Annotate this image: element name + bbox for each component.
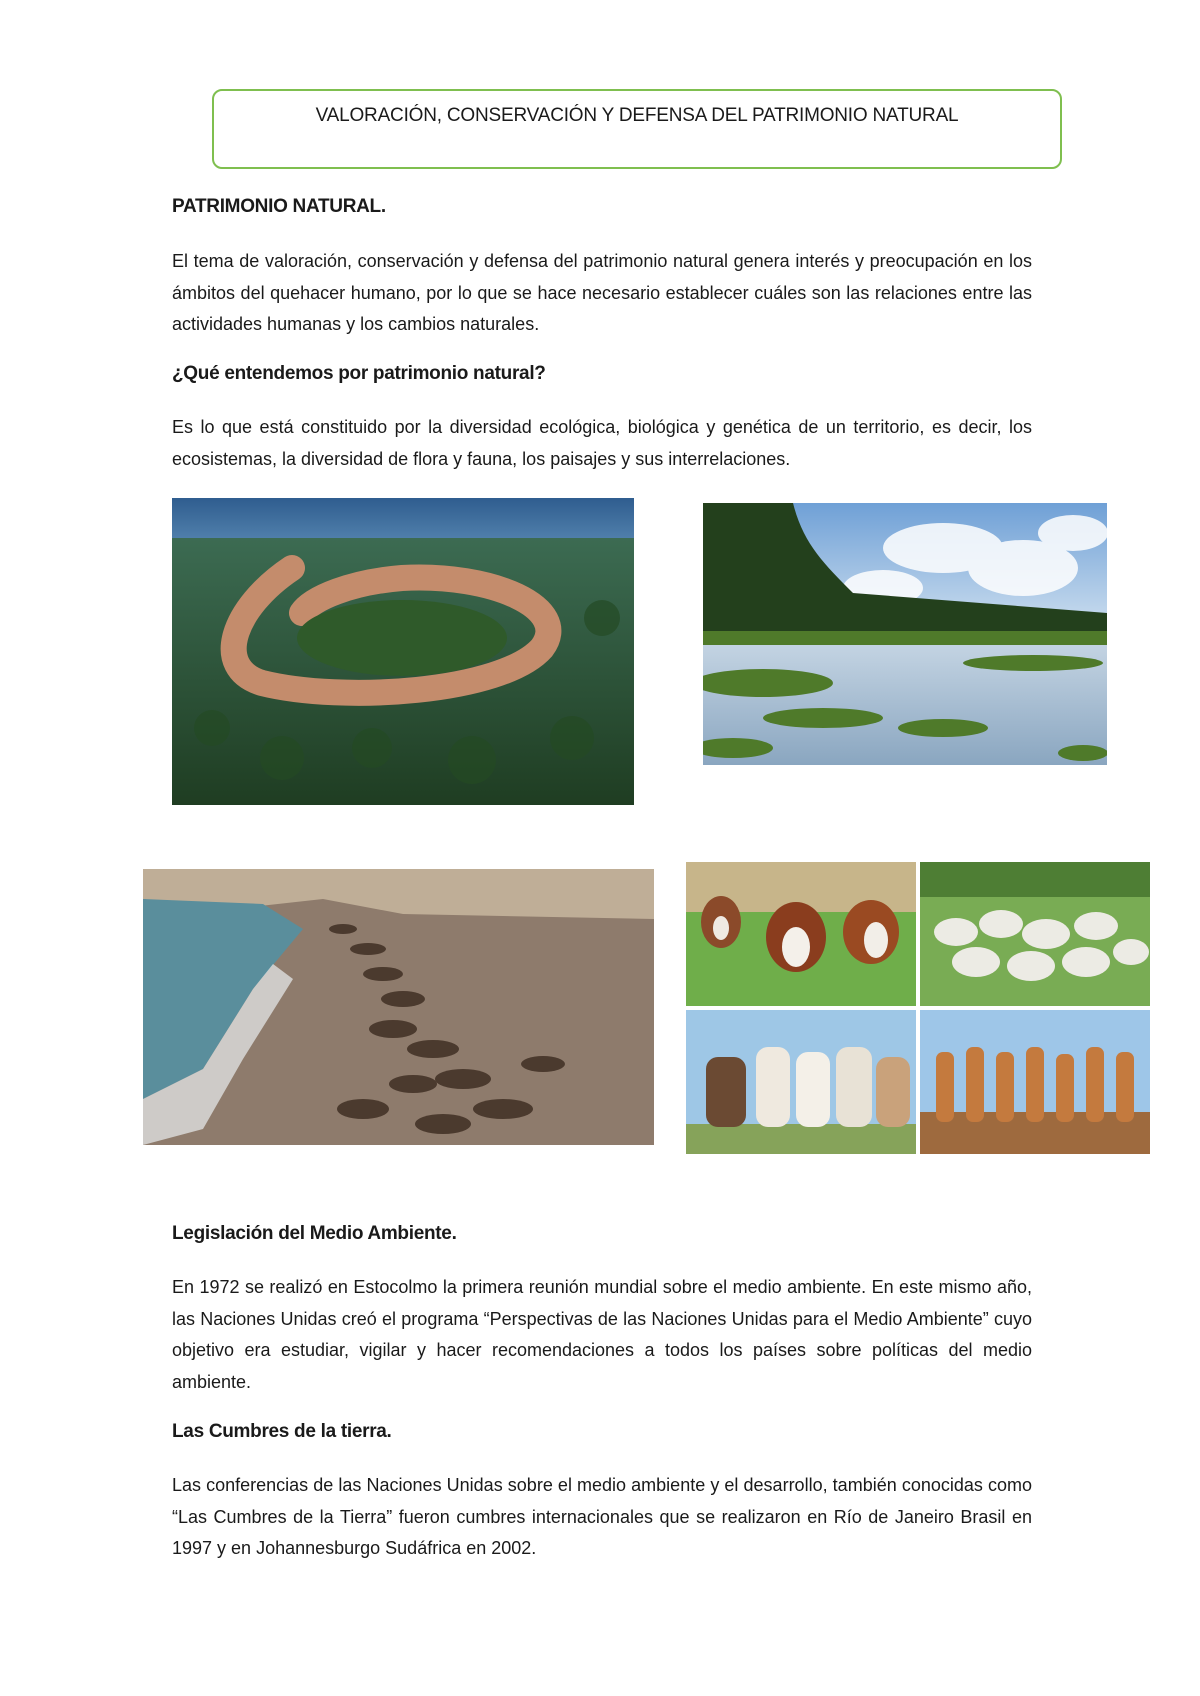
section-heading-question: ¿Qué entendemos por patrimonio natural? [172,363,546,384]
river-meander-photo [172,498,634,805]
sea-lions-beach-photo [143,869,654,1145]
paragraph-cumbres: Las conferencias de las Naciones Unidas sobre el medio ambiente y el desarrollo, también conocidas como “Las Cumbres de la Tierra” fueron cumbres internacionales que se realizaron en Río de Janeiro Brasil en 1997 y en Johannesburgo Sudáfrica en 2002. [172,1475,1032,1558]
livestock-collage-photo [686,862,1150,1154]
document-title: VALORACIÓN, CONSERVACIÓN Y DEFENSA DEL PATRIMONIO NATURAL [315,105,959,126]
section-heading-patrimonio: PATRIMONIO NATURAL. [172,196,386,217]
paragraph-patrimonio: El tema de valoración, conservación y defensa del patrimonio natural genera interés y preocupación en los ámbitos del quehacer humano, por lo que se hace necesario establecer cuáles son las relaciones entre las actividades humanas y los cambios naturales. [172,251,1032,334]
title-box [212,89,1062,169]
section-heading-legislacion: Legislación del Medio Ambiente. [172,1223,457,1244]
paragraph-legislacion: En 1972 se realizó en Estocolmo la primera reunión mundial sobre el medio ambiente. En este mismo año, las Naciones Unidas creó el programa “Perspectivas de las Naciones Unidas para el Medio Ambiente” cuyo objetivo era estudiar, vigilar y hacer recomendaciones a todos los países sobre políticas del medio ambiente. [172,1277,1032,1392]
wetland-lake-photo [703,503,1107,765]
paragraph-definition: Es lo que está constituido por la diversidad ecológica, biológica y genética de un territorio, es decir, los ecosistemas, la diversidad de flora y fauna, los paisajes y sus interrelaciones. [172,417,1032,469]
section-heading-cumbres: Las Cumbres de la tierra. [172,1421,392,1442]
